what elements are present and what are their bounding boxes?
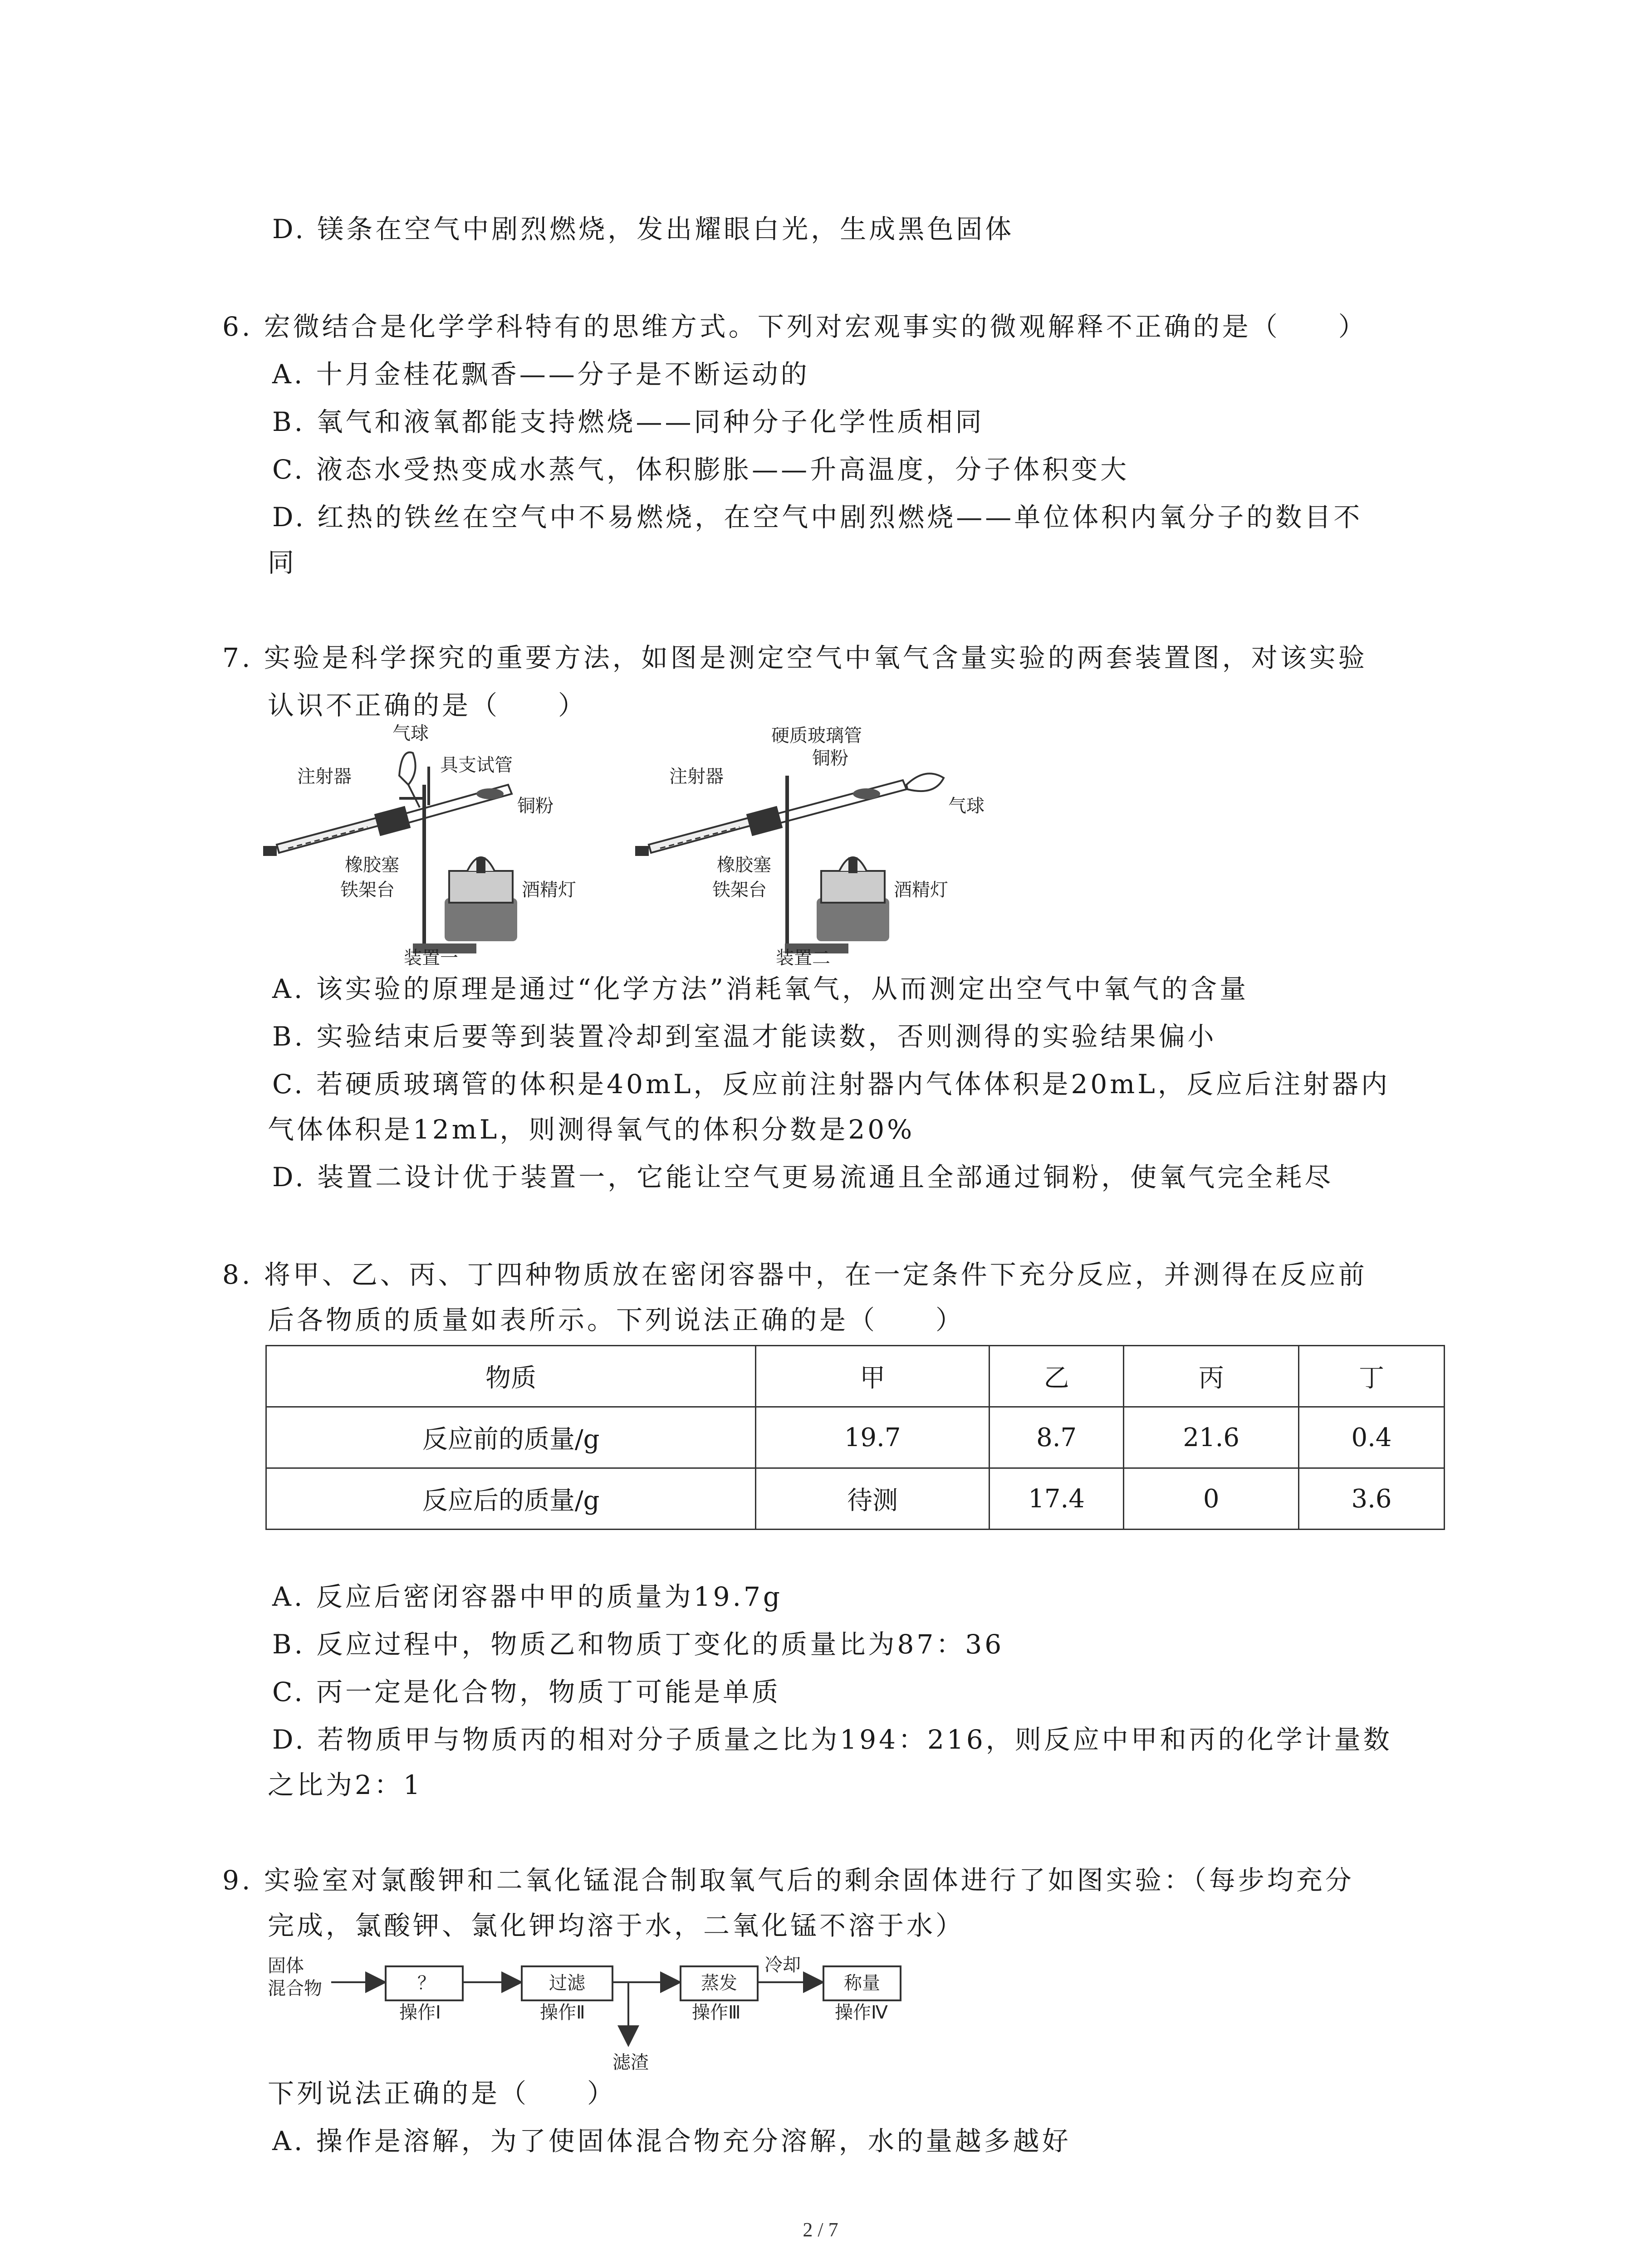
apparatus-figure-2 — [635, 721, 998, 966]
q8-option-b: B. 反应过程中，物质乙和物质丁变化的质量比为87：36 — [272, 1629, 1004, 1660]
flow-op-1: 操作Ⅰ — [399, 2002, 441, 2023]
flow-op-3: 操作Ⅲ — [692, 2002, 741, 2023]
q7-option-a: A. 该实验的原理是通过“化学方法”消耗氧气，从而测定出空气中氧气的含量 — [272, 973, 1249, 1004]
q7-stem-cont: 认识不正确的是（ ） — [268, 690, 588, 721]
fig1-lamp-label: 酒精灯 — [522, 880, 576, 900]
fig2-stopper-label: 橡胶塞 — [717, 855, 771, 875]
table-cell: 0 — [1124, 1468, 1299, 1530]
fig2-balloon-label: 气球 — [948, 796, 985, 816]
apparatus-figure-1 — [263, 721, 581, 966]
q8-option-a: A. 反应后密闭容器中甲的质量为19.7g — [272, 1581, 783, 1612]
q6-option-c: C. 液态水受热变成水蒸气，体积膨胀——升高温度，分子体积变大 — [272, 454, 1130, 485]
table-cell: 21.6 — [1124, 1407, 1299, 1468]
q9-stem-cont: 完成，氯酸钾、氯化钾均溶于水，二氧化锰不溶于水） — [268, 1910, 965, 1941]
table-cell: 物质 — [266, 1346, 756, 1407]
q8-option-d: D. 若物质甲与物质丙的相对分子质量之比为194：216，则反应中甲和丙的化学计量数 — [272, 1724, 1392, 1755]
q7-option-d: D. 装置二设计优于装置一，它能让空气更易流通且全部通过铜粉，使氧气完全耗尽 — [272, 1162, 1334, 1193]
table-row — [266, 1468, 1445, 1530]
flow-input-label-2: 混合物 — [268, 1978, 322, 1999]
fig2-caption: 装置二 — [776, 948, 830, 966]
q9-stem: 9. 实验室对氯酸钾和二氧化锰混合制取氧气后的剩余固体进行了如图实验：（每步均充分 — [222, 1865, 1354, 1896]
mass-table — [265, 1345, 1445, 1530]
table-cell: 甲 — [756, 1346, 989, 1407]
flow-box-2: 过滤 — [549, 1973, 585, 1994]
fig2-copper-label: 铜粉 — [812, 748, 848, 769]
q7-option-b: B. 实验结束后要等到装置冷却到室温才能读数，否则测得的实验结果偏小 — [272, 1021, 1217, 1052]
table-cell: 丁 — [1299, 1346, 1445, 1407]
fig1-stopper-label: 橡胶塞 — [345, 855, 399, 875]
table-cell: 丙 — [1124, 1346, 1299, 1407]
table-cell: 3.6 — [1299, 1468, 1445, 1530]
fig1-tube-label: 具支试管 — [440, 755, 513, 776]
flow-residue-label: 滤渣 — [612, 2052, 649, 2073]
process-flow-diagram — [268, 1953, 948, 2075]
q8-option-c: C. 丙一定是化合物，物质丁可能是单质 — [272, 1677, 781, 1707]
flow-box-3: 蒸发 — [701, 1973, 737, 1994]
flow-box-1: ？ — [417, 1973, 436, 1994]
q9-option-a: A. 操作是溶解，为了使固体混合物充分溶解，水的量越多越好 — [272, 2126, 1071, 2156]
table-cell: 19.7 — [756, 1407, 989, 1468]
table-cell: 乙 — [989, 1346, 1123, 1407]
flow-op-2: 操作Ⅱ — [540, 2002, 585, 2023]
fig1-stand-label: 铁架台 — [340, 880, 395, 900]
q5-option-d: D. 镁条在空气中剧烈燃烧，发出耀眼白光，生成黑色固体 — [272, 214, 1014, 244]
page-number: 2 / 7 — [803, 2219, 838, 2241]
fig2-tube-label: 硬质玻璃管 — [771, 725, 862, 746]
q6-option-d-cont: 同 — [268, 547, 297, 578]
q7-option-c-cont: 气体体积是12mL，则测得氧气的体积分数是20% — [268, 1114, 915, 1145]
fig2-stand-label: 铁架台 — [712, 880, 767, 900]
fig2-lamp-label: 酒精灯 — [894, 880, 948, 900]
table-cell: 0.4 — [1299, 1407, 1445, 1468]
q9-stem-question: 下列说法正确的是（ ） — [268, 2078, 617, 2109]
fig1-balloon-label: 气球 — [392, 723, 429, 744]
flow-input-label-1: 固体 — [268, 1955, 304, 1976]
fig1-syringe-label: 注射器 — [297, 766, 352, 787]
table-cell: 反应前的质量/g — [266, 1407, 756, 1468]
q6-option-a: A. 十月金桂花飘香——分子是不断运动的 — [272, 359, 810, 390]
table-cell: 8.7 — [989, 1407, 1123, 1468]
fig1-copper-label: 铜粉 — [517, 796, 554, 816]
table-cell: 反应后的质量/g — [266, 1468, 756, 1530]
q8-stem: 8. 将甲、乙、丙、丁四种物质放在密闭容器中，在一定条件下充分反应，并测得在反应前 — [222, 1259, 1367, 1290]
fig1-caption: 装置一 — [404, 948, 458, 966]
q6-stem: 6. 宏微结合是化学学科特有的思维方式。下列对宏观事实的微观解释不正确的是（ ） — [222, 311, 1367, 342]
table-cell: 待测 — [756, 1468, 989, 1530]
q8-option-d-cont: 之比为2：1 — [268, 1769, 423, 1800]
table-cell: 17.4 — [989, 1468, 1123, 1530]
q6-option-d: D. 红热的铁丝在空气中不易燃烧，在空气中剧烈燃烧——单位体积内氧分子的数目不 — [272, 502, 1363, 533]
flow-box-4: 称量 — [844, 1973, 880, 1994]
q7-stem: 7. 实验是科学探究的重要方法，如图是测定空气中氧气含量实验的两套装置图，对该实验 — [222, 642, 1367, 673]
table-header-row — [266, 1346, 1445, 1407]
q6-option-b: B. 氧气和液氧都能支持燃烧——同种分子化学性质相同 — [272, 406, 985, 437]
q7-option-c: C. 若硬质玻璃管的体积是40mL，反应前注射器内气体体积是20mL，反应后注射器内 — [272, 1069, 1390, 1100]
flow-op-4: 操作Ⅳ — [835, 2002, 888, 2023]
fig2-syringe-label: 注射器 — [669, 766, 724, 787]
table-row — [266, 1407, 1445, 1468]
q8-stem-cont: 后各物质的质量如表所示。下列说法正确的是（ ） — [268, 1305, 965, 1335]
flow-cool-label: 冷却 — [764, 1955, 801, 1975]
